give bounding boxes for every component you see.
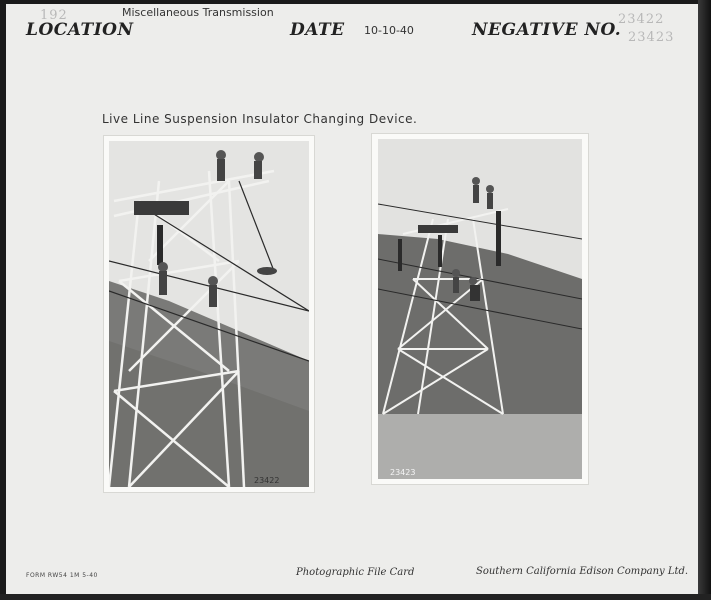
date-value: 10-10-40 (364, 24, 414, 37)
tower-photo-right (378, 139, 582, 479)
negative-number-1: 23422 (618, 12, 665, 27)
form-id: FORM RW54 1M 5-40 (26, 572, 98, 579)
location-stamp-number: 192 (40, 8, 68, 23)
tower-photo-left (109, 141, 309, 487)
file-card-label: Photographic File Card (296, 567, 415, 578)
location-label: LOCATION (26, 20, 134, 40)
location-value: Miscellaneous Transmission (122, 6, 274, 19)
photo-right (372, 134, 588, 484)
photo-left (104, 136, 314, 492)
scan-edge-bottom (0, 594, 711, 600)
negative-number-2: 23423 (628, 30, 675, 45)
photo-left-number: 23422 (254, 476, 280, 485)
photographic-file-card (6, 4, 698, 594)
scan-edge-right (698, 0, 711, 600)
photo-caption: Live Line Suspension Insulator Changing Device. (102, 112, 418, 126)
date-label: DATE (290, 20, 345, 40)
company-name: Southern California Edison Company Ltd. (476, 566, 689, 577)
negative-number-label: NEGATIVE NO. (472, 20, 622, 40)
photo-right-number: 23423 (390, 468, 416, 477)
